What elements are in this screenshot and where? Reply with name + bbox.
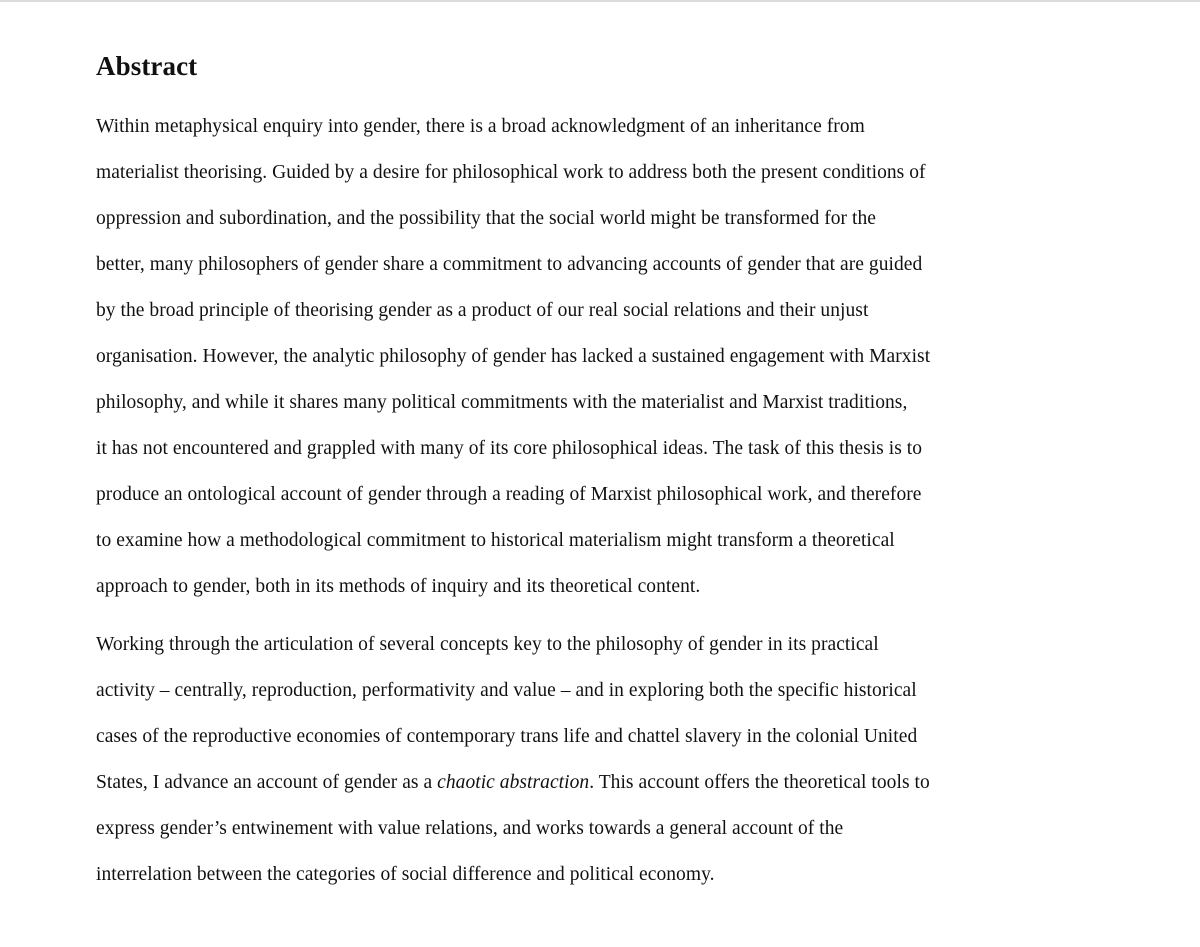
paragraph-1-line-10: to examine how a methodological commitment to historical materialism might transform a theoretical <box>96 530 895 551</box>
paragraph-2-line-1: Working through the articulation of several concepts key to the philosophy of gender in its practical <box>96 634 879 655</box>
paragraph-2-line-2: activity – centrally, reproduction, performativity and value – and in exploring both the specific historical <box>96 680 917 701</box>
paragraph-1-line-3: oppression and subordination, and the possibility that the social world might be transformed for the <box>96 208 876 229</box>
abstract-heading: Abstract <box>96 51 198 81</box>
paragraph-1-line-1: Within metaphysical enquiry into gender, there is a broad acknowledgment of an inheritance from <box>96 116 865 137</box>
paragraph-1-line-8: it has not encountered and grappled with many of its core philosophical ideas. The task of this thesis is to <box>96 438 923 459</box>
paragraph-1-line-9: produce an ontological account of gender through a reading of Marxist philosophical work, and therefore <box>96 484 922 505</box>
paragraph-2-line-4 <box>96 760 1116 806</box>
paragraph-1-line-4: better, many philosophers of gender share a commitment to advancing accounts of gender that are guided <box>96 254 923 275</box>
italic-line-after: . This account offers the theoretical tools to <box>589 772 930 793</box>
paragraph-2-line-3: cases of the reproductive economies of contemporary trans life and chattel slavery in the colonial United <box>96 726 918 747</box>
paragraph-1-line-7: philosophy, and while it shares many political commitments with the materialist and Marxist traditions, <box>96 392 908 413</box>
paragraph-1-line-5: by the broad principle of theorising gender as a product of our real social relations and their unjust <box>96 300 869 321</box>
paragraph-1-line-6: organisation. However, the analytic philosophy of gender has lacked a sustained engagement with Marxist <box>96 346 931 367</box>
paragraph-2-line-5: express gender’s entwinement with value relations, and works towards a general account of the <box>96 818 844 839</box>
italic-line-before: States, I advance an account of gender as a <box>96 772 438 793</box>
abstract-paragraph-2 <box>96 622 1116 898</box>
paragraph-1-line-11: approach to gender, both in its methods of inquiry and its theoretical content. <box>96 576 701 597</box>
paragraph-1-line-2: materialist theorising. Guided by a desire for philosophical work to address both the present conditions of <box>96 162 926 183</box>
abstract-paragraph-1 <box>96 104 1116 610</box>
chaotic-abstraction-emphasis: chaotic abstraction <box>437 772 590 793</box>
paragraph-2-line-6: interrelation between the categories of social difference and political economy. <box>96 864 715 885</box>
